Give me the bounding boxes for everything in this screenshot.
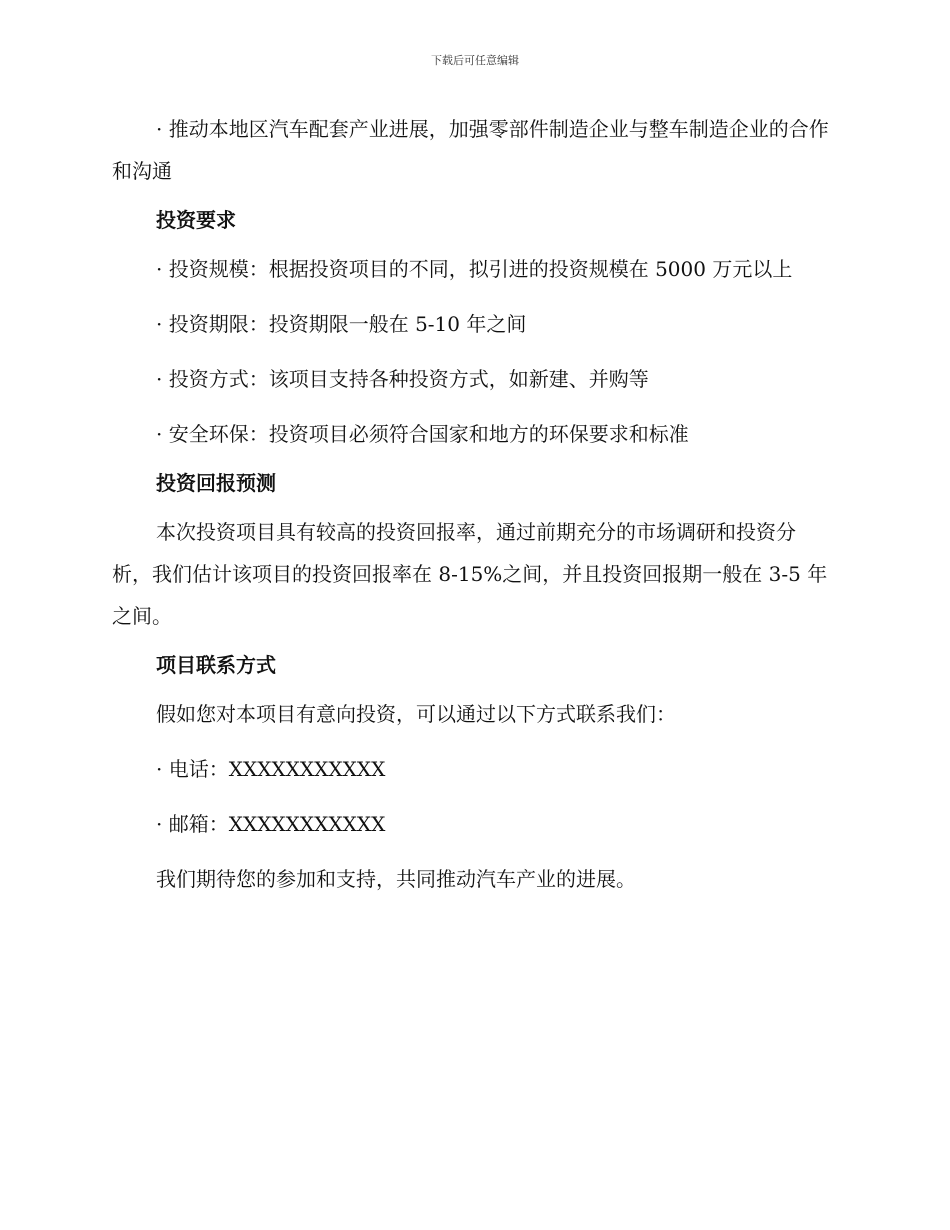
bullet-investment-method: · 投资方式：该项目支持各种投资方式，如新建、并购等	[156, 367, 649, 391]
intro-bullet: · 推动本地区汽车配套产业进展，加强零部件制造企业与整车制造企业的合作和沟通	[112, 117, 829, 183]
bullet-investment-term: · 投资期限：投资期限一般在 5-10 年之间	[156, 312, 527, 336]
page-header-note: 下载后可任意编辑	[431, 54, 519, 67]
heading-contact: 项目联系方式	[156, 653, 276, 677]
contact-intro: 假如您对本项目有意向投资，可以通过以下方式联系我们：	[156, 702, 676, 726]
bullet-safety-environment: · 安全环保：投资项目必须符合国家和地方的环保要求和标准	[156, 422, 689, 446]
contact-closing: 我们期待您的参加和支持，共同推动汽车产业的进展。	[156, 867, 636, 891]
contact-email: · 邮箱：XXXXXXXXXXX	[156, 812, 386, 836]
document-body	[112, 108, 832, 900]
heading-return-forecast: 投资回报预测	[156, 471, 276, 495]
heading-investment-requirements: 投资要求	[156, 208, 236, 232]
bullet-investment-scale: · 投资规模：根据投资项目的不同，拟引进的投资规模在 5000 万元以上	[156, 257, 793, 281]
contact-phone: · 电话：XXXXXXXXXXX	[156, 757, 386, 781]
return-forecast-body: 本次投资项目具有较高的投资回报率，通过前期充分的市场调研和投资分析，我们估计该项目的投资回报率在 8-15%之间，并且投资回报期一般在 3-5 年之间。	[112, 520, 828, 628]
